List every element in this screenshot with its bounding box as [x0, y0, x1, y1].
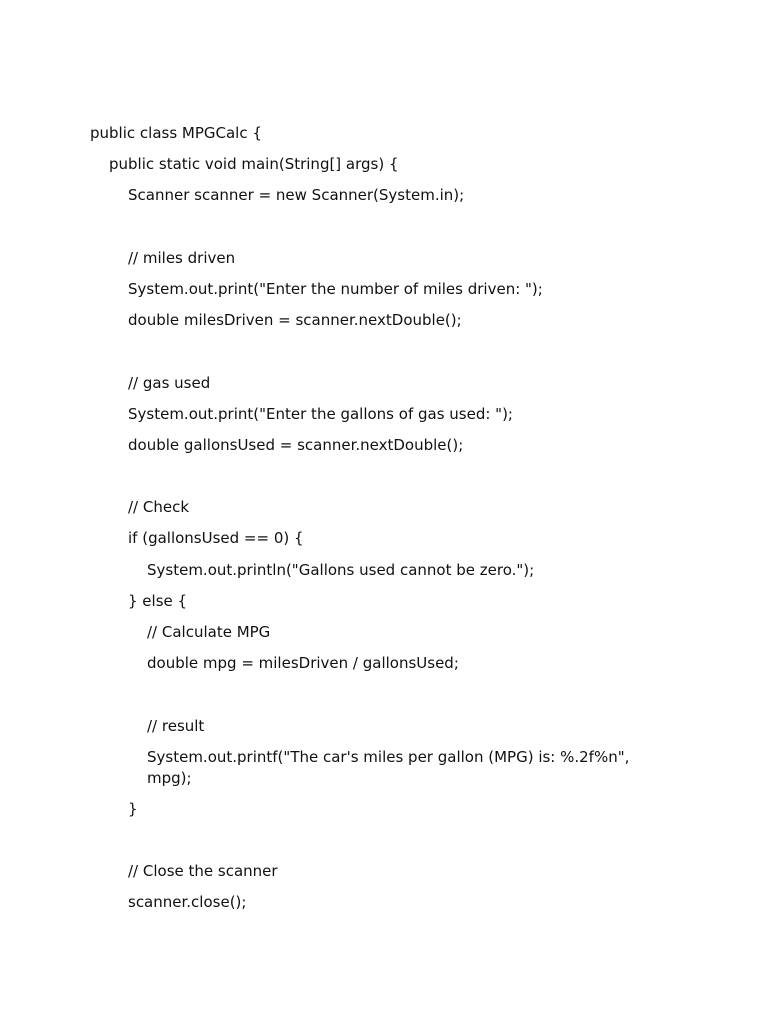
code-line: Scanner scanner = new Scanner(System.in); — [128, 186, 465, 205]
blank-line — [90, 338, 650, 369]
code-line: scanner.close(); — [128, 893, 247, 912]
code-comment: // Close the scanner — [128, 862, 278, 881]
code-comment: // gas used — [128, 373, 211, 392]
code-line: if (gallonsUsed == 0) { — [128, 529, 304, 548]
code-line: double milesDriven = scanner.nextDouble(); — [128, 311, 462, 330]
code-line: double mpg = milesDriven / gallonsUsed; — [147, 654, 459, 673]
code-comment: // result — [147, 716, 205, 735]
blank-line — [90, 681, 650, 712]
code-line: public class MPGCalc { — [90, 124, 262, 142]
blank-line — [90, 214, 650, 245]
code-line: } — [128, 799, 138, 818]
code-comment: // miles driven — [128, 248, 236, 267]
code-line: System.out.println("Gallons used cannot be zero."); — [147, 560, 535, 579]
code-line: } else { — [128, 591, 188, 610]
blank-line — [90, 827, 650, 858]
code-line: System.out.print("Enter the number of miles driven: "); — [128, 279, 543, 298]
code-comment: // Check — [128, 498, 190, 517]
blank-line — [90, 463, 650, 494]
code-document — [90, 120, 650, 921]
code-line: public static void main(String[] args) { — [109, 155, 399, 174]
code-comment: // Calculate MPG — [147, 623, 271, 641]
code-line-wrapped: System.out.printf("The car's miles per gallon (MPG) is: %.2f%n", mpg); — [147, 747, 635, 787]
code-line: double gallonsUsed = scanner.nextDouble(); — [128, 435, 464, 454]
code-line: System.out.print("Enter the gallons of gas used: "); — [128, 404, 513, 423]
